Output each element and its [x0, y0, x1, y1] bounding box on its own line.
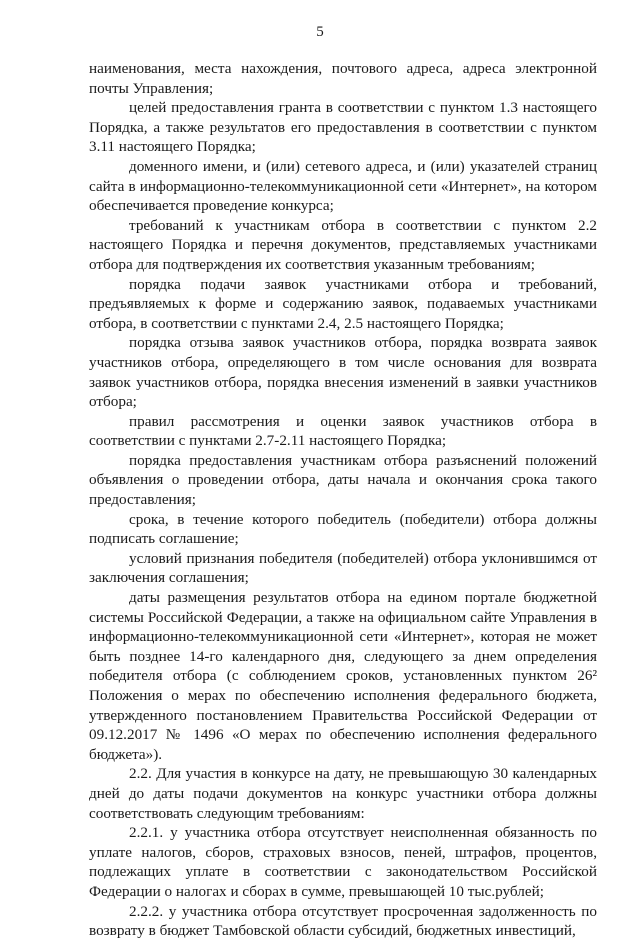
paragraph-evaluation-rules: правил рассмотрения и оценки заявок участников отбора в соответствии с пунктами 2.7-2.11 настоящего Порядка; [89, 412, 597, 450]
paragraph-contact-details: наименования, места нахождения, почтового адреса, адреса электронной почты Управления; [89, 60, 597, 97]
paragraph-application-procedure: порядка подачи заявок участниками отбора и требований, предъявляемых к форме и содержанию заявок, подаваемых участниками отбора, в соответствии с пунктами 2.4, 2.5 настоящего Порядка; [89, 275, 597, 332]
paragraph-evasion-conditions: условий признания победителя (победителей) отбора уклонившимся от заключения соглашения; [89, 549, 597, 587]
paragraph-section-2-2-1: 2.2.1. у участника отбора отсутствует неисполненная обязанность по уплате налогов, сборов, страховых взносов, пеней, штрафов, процентов, подлежащих уплате в соответствии с законодательством Российской Федерации о налогах и сборах в сумме, превышающей 10 тыс.рублей; [89, 824, 597, 900]
paragraph-application-withdrawal: порядка отзыва заявок участников отбора, порядка возврата заявок участников отбора, определяющего в том числе основания для возврата заявок участников отбора, порядка внесения изменений в заявки участников отбора; [89, 334, 597, 411]
paragraph-clarifications: порядка предоставления участникам отбора разъяснений положений объявления о проведении отбора, даты начала и окончания срока такого предоставления; [89, 451, 597, 509]
paragraph-signing-deadline: срока, в течение которого победитель (победители) отбора должны подписать соглашение; [89, 510, 597, 548]
paragraph-section-2-2-2: 2.2.2. у участника отбора отсутствует просроченная задолженность по возврату в бюджет Тамбовской области субсидий, бюджетных инвестиций, [89, 902, 597, 940]
paragraph-results-publication: даты размещения результатов отбора на едином портале бюджетной системы Российской Федерации, а также на официальном сайте Управления в информационно-телекоммуникационной сети «Интернет», которая не может быть позднее 14-го календарного дня, следующего за днем определения победителя отбора (с соблюдением сроков, установленных пунктом 26² Положения о мерах по обеспечению исполнения федерального бюджета, утвержденного постановлением Правительства Российской Федерации от 09.12.2017 № 1496 «О мерах по обеспечению исполнения федерального бюджета»). [89, 589, 597, 763]
paragraph-domain-name: доменного имени, и (или) сетевого адреса, и (или) указателей страниц сайта в информационно-телекоммуникационной сети «Интернет», на котором обеспечивается проведение конкурса; [89, 157, 597, 215]
paragraph-participant-requirements: требований к участникам отбора в соответствии с пунктом 2.2 настоящего Порядка и перечня документов, представляемых участниками отбора для подтверждения их соответствия указанным требованиям; [89, 216, 597, 273]
paragraph-grant-goals: целей предоставления гранта в соответствии с пунктом 1.3 настоящего Порядка, а также результатов его предоставления в соответствии с пунктом 3.11 настоящего Порядка; [89, 99, 597, 156]
document-body [89, 59, 597, 941]
paragraph-section-2-2: 2.2. Для участия в конкурсе на дату, не превышающую 30 календарных дней до даты подачи документов на конкурс участники отбора должны соответствовать следующим требованиям: [89, 765, 597, 822]
page-number: 5 [316, 24, 324, 40]
